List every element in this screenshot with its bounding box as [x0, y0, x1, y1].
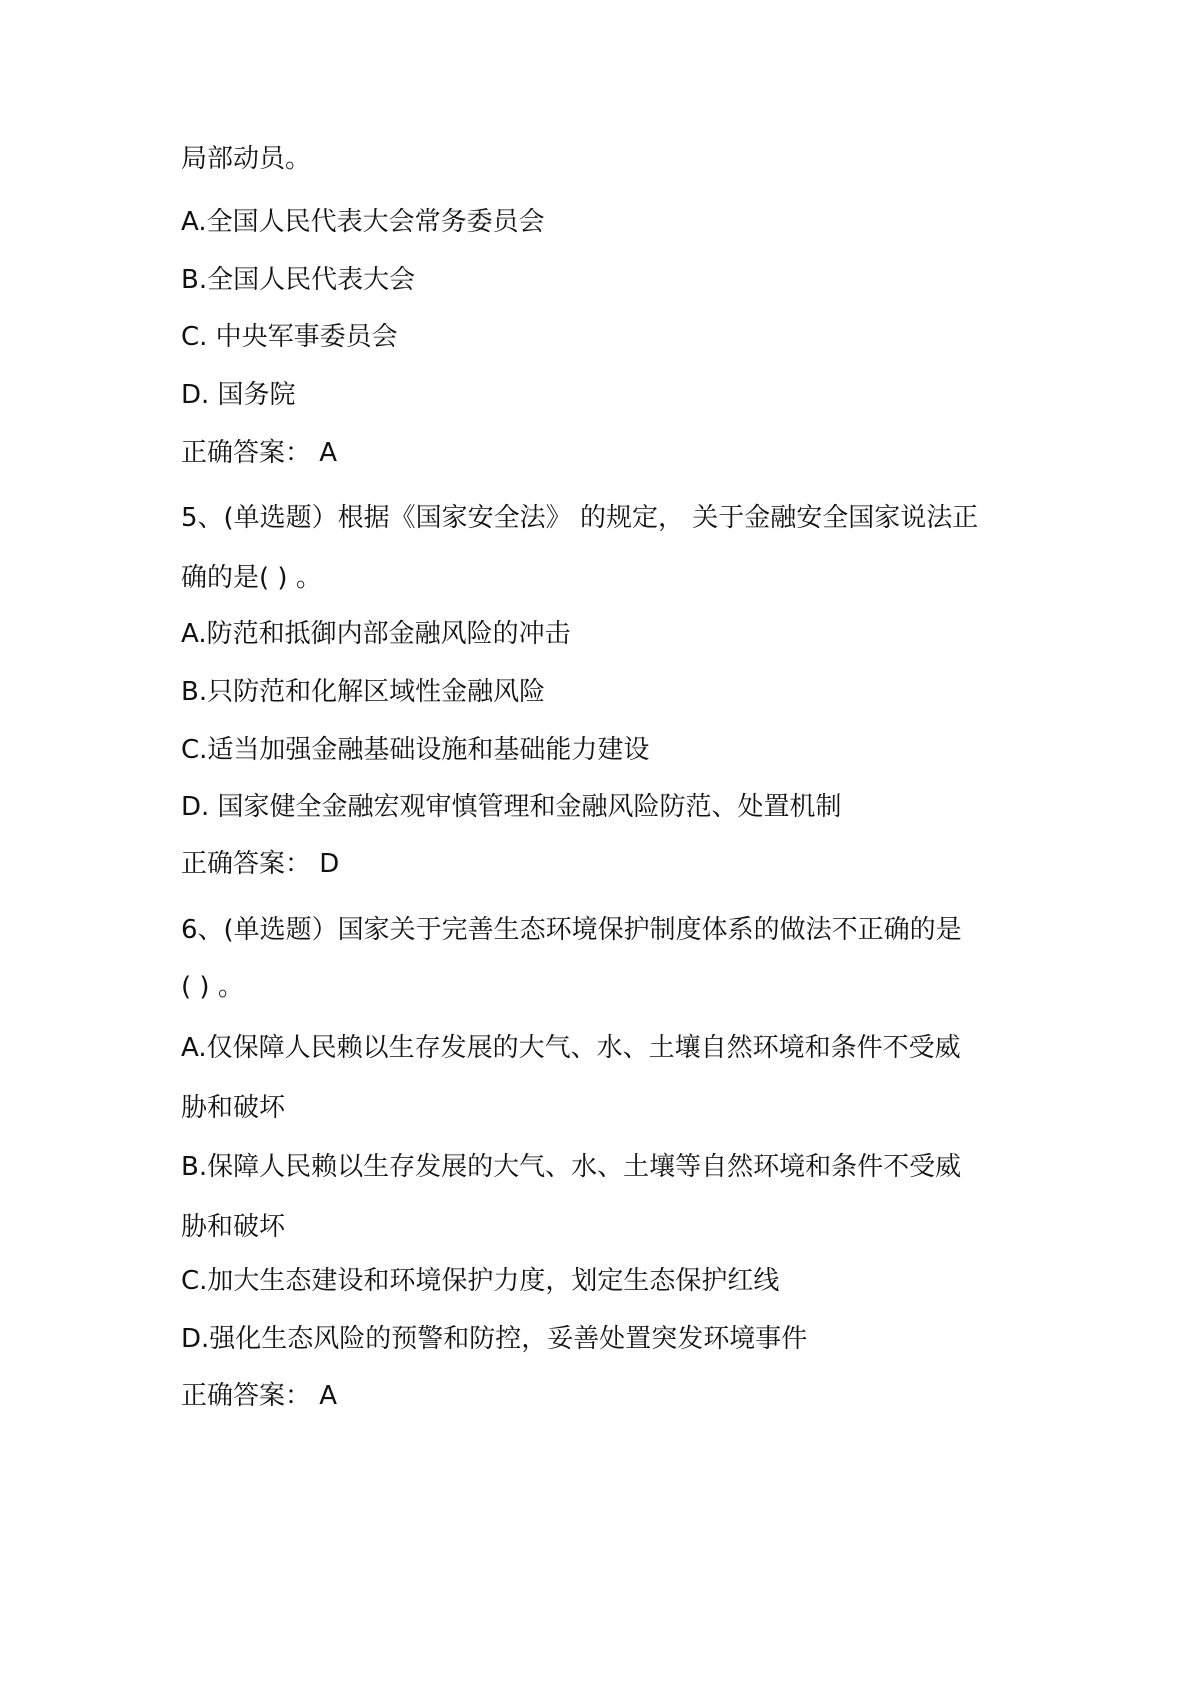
option-c: C. 中央军事委员会 [181, 322, 398, 352]
question-5-stem: 5、(单选题）根据《国家安全法》 的规定， 关于金融安全国家说法正 [181, 503, 979, 533]
question-5-answer: 正确答案： D [181, 849, 340, 879]
question-tail: 局部动员。 [181, 144, 312, 174]
question-5-option-b: B.只防范和化解区域性金融风险 [181, 677, 546, 707]
question-6-stem: 6、(单选题）国家关于完善生态环境保护制度体系的做法不正确的是 [181, 915, 962, 945]
question-6-option-b: B.保障人民赖以生存发展的大气、水、土壤等自然环境和条件不受威 [181, 1152, 962, 1182]
question-5-stem-cont: 确的是( ) 。 [181, 563, 322, 593]
option-d: D. 国务院 [181, 380, 296, 410]
question-6-stem-cont: ( ) 。 [181, 972, 244, 1002]
question-6-option-a-cont: 胁和破坏 [181, 1093, 286, 1123]
question-5-option-a: A.防范和抵御内部金融风险的冲击 [181, 619, 571, 649]
question-6-option-c: C.加大生态建设和环境保护力度，划定生态保护红线 [181, 1266, 780, 1296]
question-6-option-a: A.仅保障人民赖以生存发展的大气、水、土壤自然环境和条件不受威 [181, 1033, 961, 1063]
question-5-option-c: C.适当加强金融基础设施和基础能力建设 [181, 735, 650, 765]
question-6-option-b-cont: 胁和破坏 [181, 1212, 286, 1242]
question-6-answer: 正确答案： A [181, 1381, 338, 1411]
option-a: A.全国人民代表大会常务委员会 [181, 207, 545, 237]
option-b: B.全国人民代表大会 [181, 265, 416, 295]
question-5-option-d: D. 国家健全金融宏观审慎管理和金融风险防范、处置机制 [181, 792, 842, 822]
answer: 正确答案： A [181, 438, 338, 468]
question-6-option-d: D.强化生态风险的预警和防控，妥善处置突发环境事件 [181, 1324, 808, 1354]
